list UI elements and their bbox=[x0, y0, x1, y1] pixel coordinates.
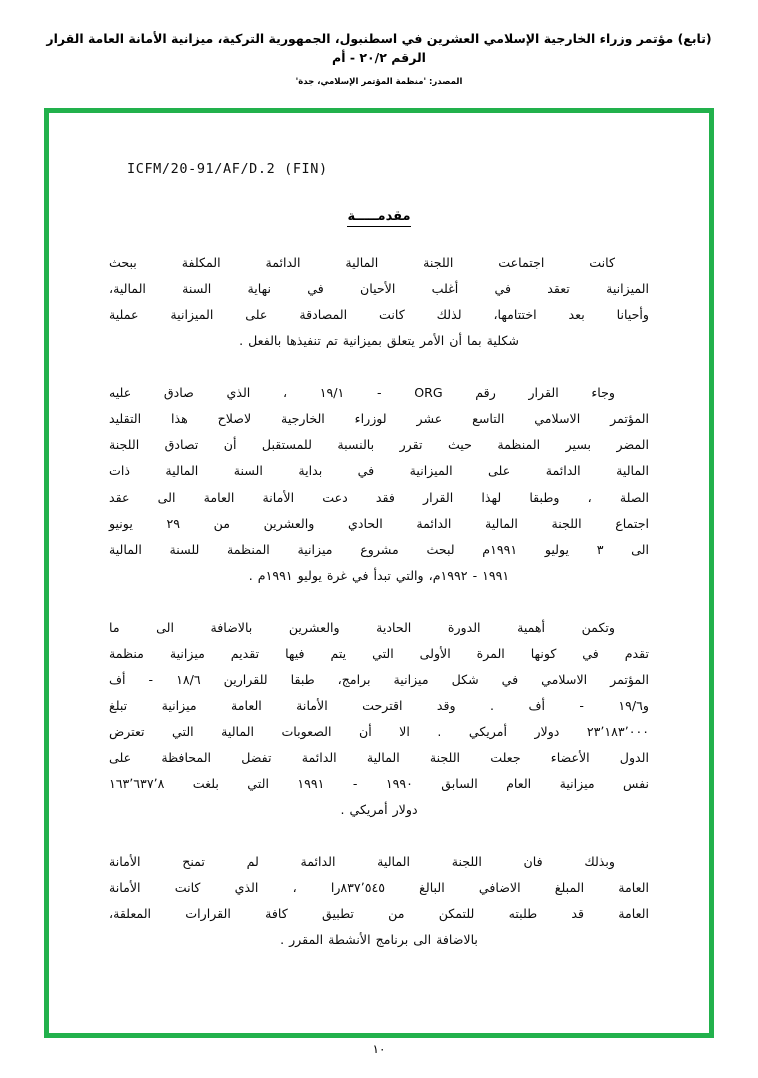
paragraph-2-line-5: الصلة ، وطبقا لهذا القرار فقد دعت الأمانة العامة الى عقد bbox=[109, 489, 649, 505]
paragraph-3-line-2: تقدم في كونها المرة الأولى التي يتم فيها تقديم ميزانية منظمة bbox=[109, 645, 649, 661]
document-code: ICFM/20-91/AF/D.2 (FIN) bbox=[127, 161, 328, 177]
header-source: المصدر: 'منظمة المؤتمر الإسلامي، جدة' bbox=[295, 76, 463, 87]
paragraph-1-line-1: كانت اجتماعت اللجنة المالية الدائمة المكلفة ببحث bbox=[109, 255, 615, 270]
paragraph-1-line-3: وأحيانا بعد اختتامها، لذلك كانت المصادقة على الميزانية عملية bbox=[109, 307, 649, 323]
paragraph-3-line-6: الدول الأعضاء جعلت اللجنة المالية الدائمة تفضل المحافظة على bbox=[109, 750, 649, 766]
paragraph-2-line-8: ١٩٩١ - ١٩٩٢م، والتي تبدأ في غرة يوليو ١٩٩١م . bbox=[248, 567, 510, 583]
paragraph-4-line-4: بالاضافة الى برنامج الأنشطة المقرر . bbox=[280, 932, 478, 948]
paragraph-2-line-3: المضر بسير المنظمة حيث تقرر بالنسبة للمستقبل أن تصادق اللجنة bbox=[109, 437, 649, 453]
paragraph-2-line-1: وجاء القرار رقم ORG - ١٩/١ ، الذي صادق عليه bbox=[109, 385, 616, 401]
paragraph-3-line-1: وتكمن أهمية الدورة الحادية والعشرين بالاضافة الى ما bbox=[109, 619, 615, 635]
paragraph-2-line-6: اجتماع اللجنة المالية الدائمة الحادي والعشرين من ٢٩ يونيو bbox=[109, 515, 649, 531]
paragraph-2-line-2: المؤتمر الاسلامي التاسع عشر لوزراء الخارجية لاصلاح هذا التقليد bbox=[109, 411, 649, 427]
paragraph-2-line-7: الى ٣ يوليو ١٩٩١م لبحث مشروع ميزانية المنظمة للسنة المالية bbox=[109, 541, 649, 557]
header-title: (تابع) مؤتمر وزراء الخارجية الإسلامي العشرين في اسطنبول، الجمهورية التركية، ميزانية الأمانة العامة القرار الرقم ٢٠/٢ - أم bbox=[46, 31, 712, 65]
page-header bbox=[0, 0, 758, 87]
paragraph-3-line-5: ٢٣٬١٨٣٬٠٠٠ دولار أمريكي . الا أن الصعوبات المالية التي تعترض bbox=[109, 724, 649, 739]
paragraph-3-line-8: دولار أمريكي . bbox=[340, 802, 418, 818]
paragraph-3-line-7: نفس ميزانية العام السابق ١٩٩٠ - ١٩٩١ التي بلغت ١٦٣٬٦٣٧٬٨ bbox=[109, 776, 649, 792]
paragraph-4-line-2: العامة المبلغ الاضافي البالغ ٨٣٧٬٥٤٥را ، الذي كانت الأمانة bbox=[109, 880, 650, 896]
paragraph-4 bbox=[109, 849, 649, 953]
document-body bbox=[49, 113, 709, 1033]
paragraph-4-line-3: العامة قد طلبته للتمكن من تطبيق كافة القرارات المعلقة، bbox=[109, 906, 649, 922]
paragraph-2 bbox=[109, 380, 649, 589]
paragraph-1-line-2: الميزانية تعقد في أغلب الأحيان في نهاية السنة المالية، bbox=[109, 281, 649, 297]
page-number: ١٠ bbox=[372, 1042, 386, 1056]
green-border-frame bbox=[44, 108, 714, 1038]
paragraph-1-line-4: شكلية بما أن الأمر يتعلق بميزانية تم تنفيذها بالفعل . bbox=[239, 333, 519, 349]
paragraph-4-line-1: وبذلك فان اللجنة المالية الدائمة لم تمنح الأمانة bbox=[109, 854, 615, 870]
paragraph-3-line-3: المؤتمر الاسلامي في شكل ميزانية برامج، طبقا للقرارين ١٨/٦ - أف bbox=[109, 671, 649, 687]
section-heading bbox=[103, 209, 655, 224]
paragraph-1 bbox=[109, 250, 649, 354]
paragraph-3-line-4: و١٩/٦ - أف . وقد اقترحت الأمانة العامة ميزانية تبلغ bbox=[109, 697, 649, 713]
paragraph-3 bbox=[109, 615, 649, 824]
section-heading-text: مقدمـــــة bbox=[347, 209, 410, 227]
paragraph-2-line-4: المالية الدائمة على الميزانية في بداية السنة المالية ذات bbox=[109, 463, 649, 479]
